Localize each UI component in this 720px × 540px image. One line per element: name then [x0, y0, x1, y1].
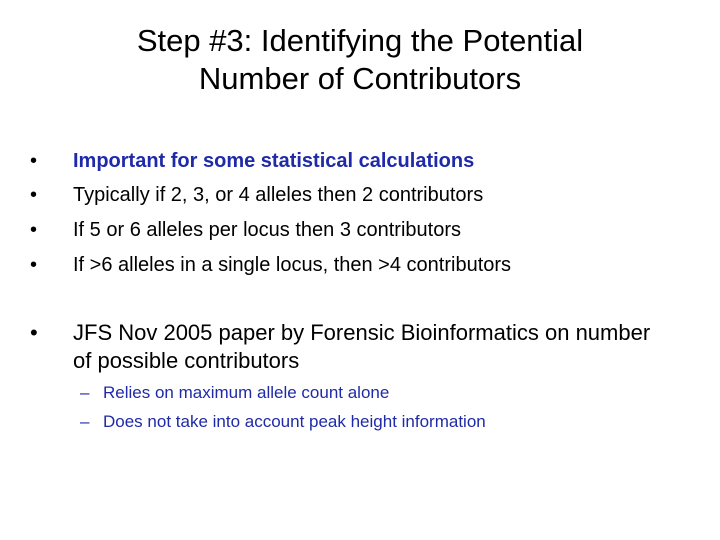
bullet-text: Important for some statistical calculations [73, 150, 475, 172]
bullet-marker: • [30, 320, 38, 345]
bullet-marker: • [30, 219, 38, 241]
title-line-1: Step #3: Identifying the Potential [136, 23, 584, 58]
sub-bullet-text: Relies on maximum allele count alone [103, 383, 390, 402]
bullet-marker: • [30, 184, 38, 206]
sub-bullet-text: Does not take into account peak height information [103, 412, 486, 431]
slide-title [40, 22, 680, 98]
bullet-marker: • [30, 150, 38, 172]
title-line-2: Number of Contributors [198, 61, 522, 96]
bullet-text: JFS Nov 2005 paper by Forensic Bioinformatics on number of possible contributors [73, 320, 651, 373]
bullet-text: Typically if 2, 3, or 4 alleles then 2 contributors [73, 184, 484, 206]
bullet-text: If >6 alleles in a single locus, then >4 contributors [73, 254, 512, 276]
dash-marker: – [80, 383, 90, 402]
bullet-text: If 5 or 6 alleles per locus then 3 contributors [73, 219, 461, 241]
dash-marker: – [80, 412, 90, 431]
bullet-marker: • [30, 254, 38, 276]
